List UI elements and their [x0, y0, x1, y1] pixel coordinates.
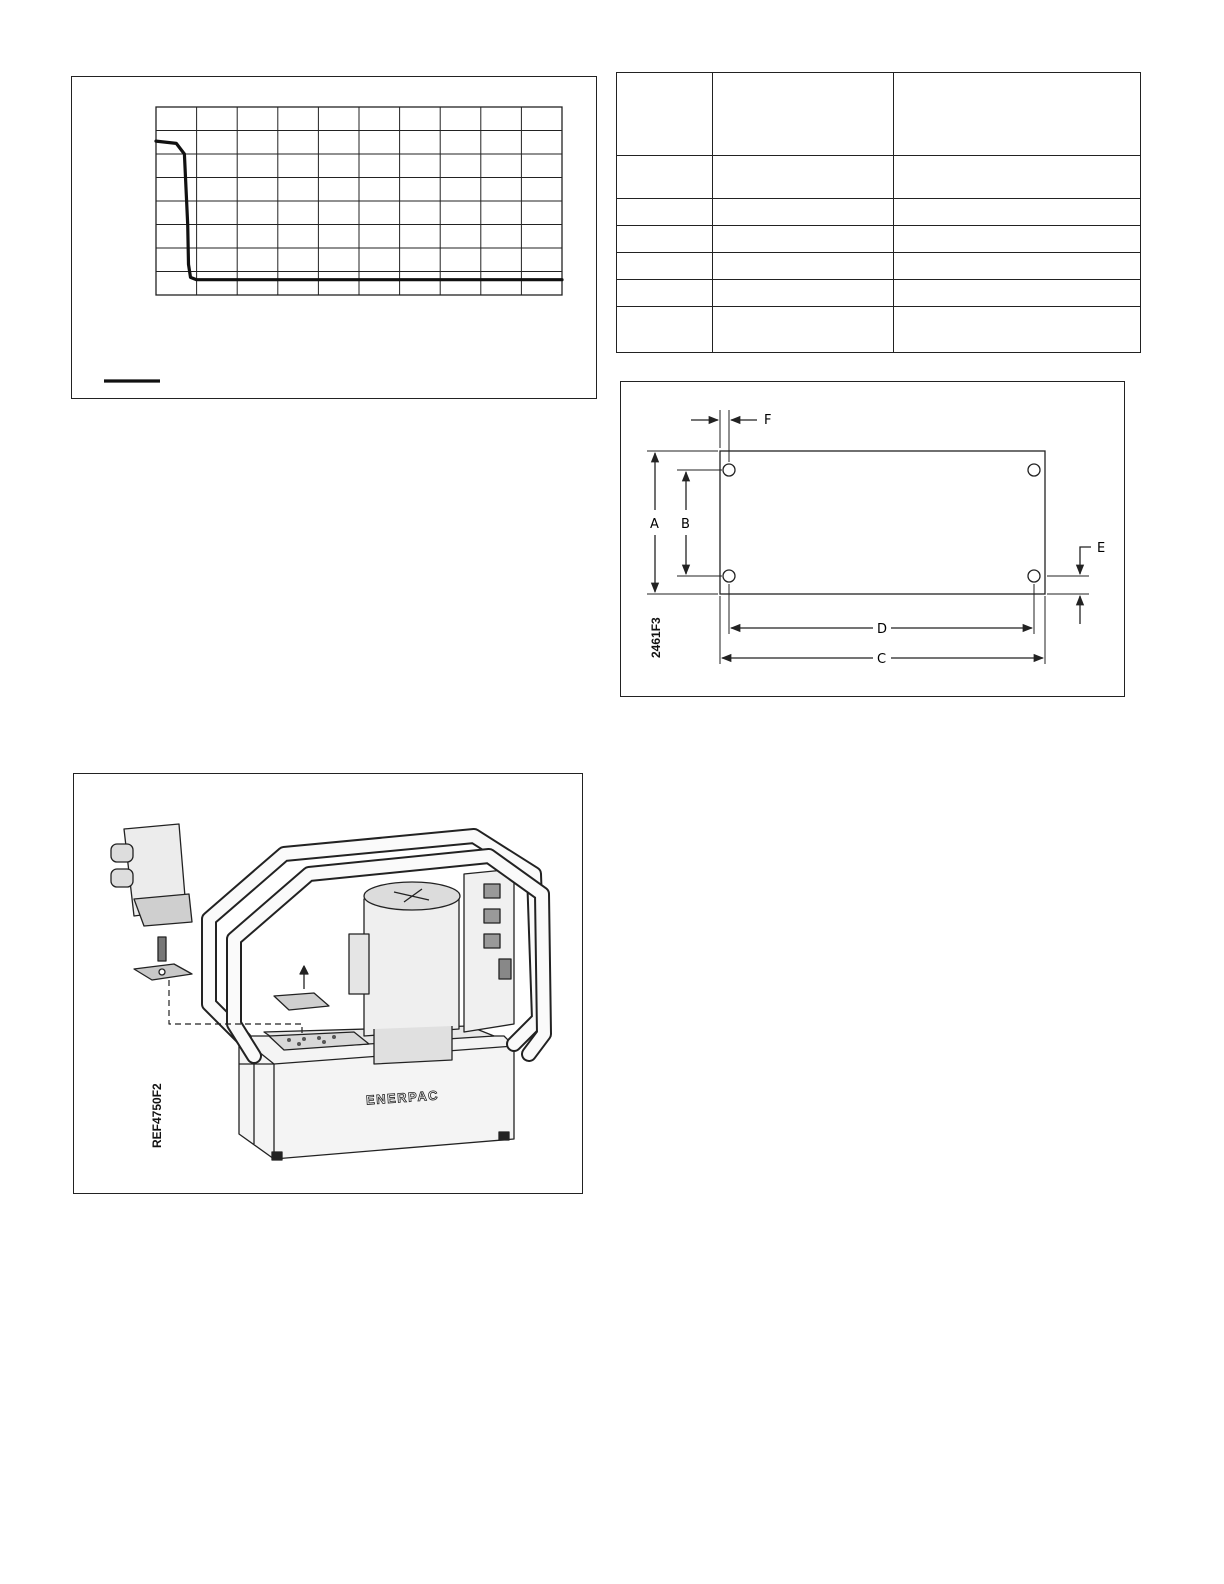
cover-plate: [274, 993, 329, 1010]
dim-label-f: F: [764, 413, 772, 428]
spec-table-cell: [713, 199, 894, 226]
spec-table-cell: [617, 156, 713, 199]
spec-table-cell: [617, 73, 713, 156]
spec-table-cell: [713, 307, 894, 353]
spec-table-cell: [617, 253, 713, 280]
spec-table-row: [617, 253, 1141, 280]
spec-table-row: [617, 226, 1141, 253]
chart-panel: [71, 76, 597, 399]
dim-label-a: A: [650, 517, 659, 532]
spec-table-cell: [894, 280, 1141, 307]
spec-table-row: [617, 280, 1141, 307]
spec-table-row: [617, 156, 1141, 199]
spec-table-cell: [617, 280, 713, 307]
base-plate-outline: [720, 451, 1045, 594]
spec-table-cell: [894, 156, 1141, 199]
dim-label-b: B: [681, 517, 690, 532]
spec-table-cell: [713, 253, 894, 280]
mounting-hole: [1028, 464, 1040, 476]
spec-table-cell: [894, 226, 1141, 253]
brand-logo: ENERPAC: [365, 1087, 440, 1108]
nipple-fitting: [158, 937, 166, 961]
spec-table-cell: [713, 226, 894, 253]
spec-table-cell: [617, 199, 713, 226]
dim-label-e: E: [1097, 541, 1106, 556]
spec-table-row: [617, 199, 1141, 226]
spec-table: [616, 72, 1141, 353]
pump-figure-panel: [73, 773, 583, 1194]
spec-table-cell: [713, 280, 894, 307]
dim-label-c: C: [877, 652, 887, 667]
mounting-diagram: [621, 382, 1123, 695]
dim-label-d: D: [877, 622, 888, 637]
spec-table-row: [617, 73, 1141, 156]
motor-body: [364, 894, 459, 1036]
figure-id-2461F3: 2461F3: [649, 617, 663, 658]
spec-table-cell: [713, 156, 894, 199]
mounting-hole: [723, 464, 735, 476]
mounting-diagram-panel: [620, 381, 1125, 697]
pressure-flow-chart: [72, 77, 595, 397]
mounting-hole: [1028, 570, 1040, 582]
mounting-hole: [723, 570, 735, 582]
spec-table-cell: [713, 73, 894, 156]
figure-id-REF4750F2: REF4750F2: [150, 1083, 164, 1148]
spec-table-row: [617, 307, 1141, 353]
spec-table-cell: [894, 73, 1141, 156]
spec-table-cell: [894, 307, 1141, 353]
spec-table-cell: [617, 307, 713, 353]
spec-table-cell: [617, 226, 713, 253]
spec-table-cell: [894, 199, 1141, 226]
spec-table-cell: [894, 253, 1141, 280]
